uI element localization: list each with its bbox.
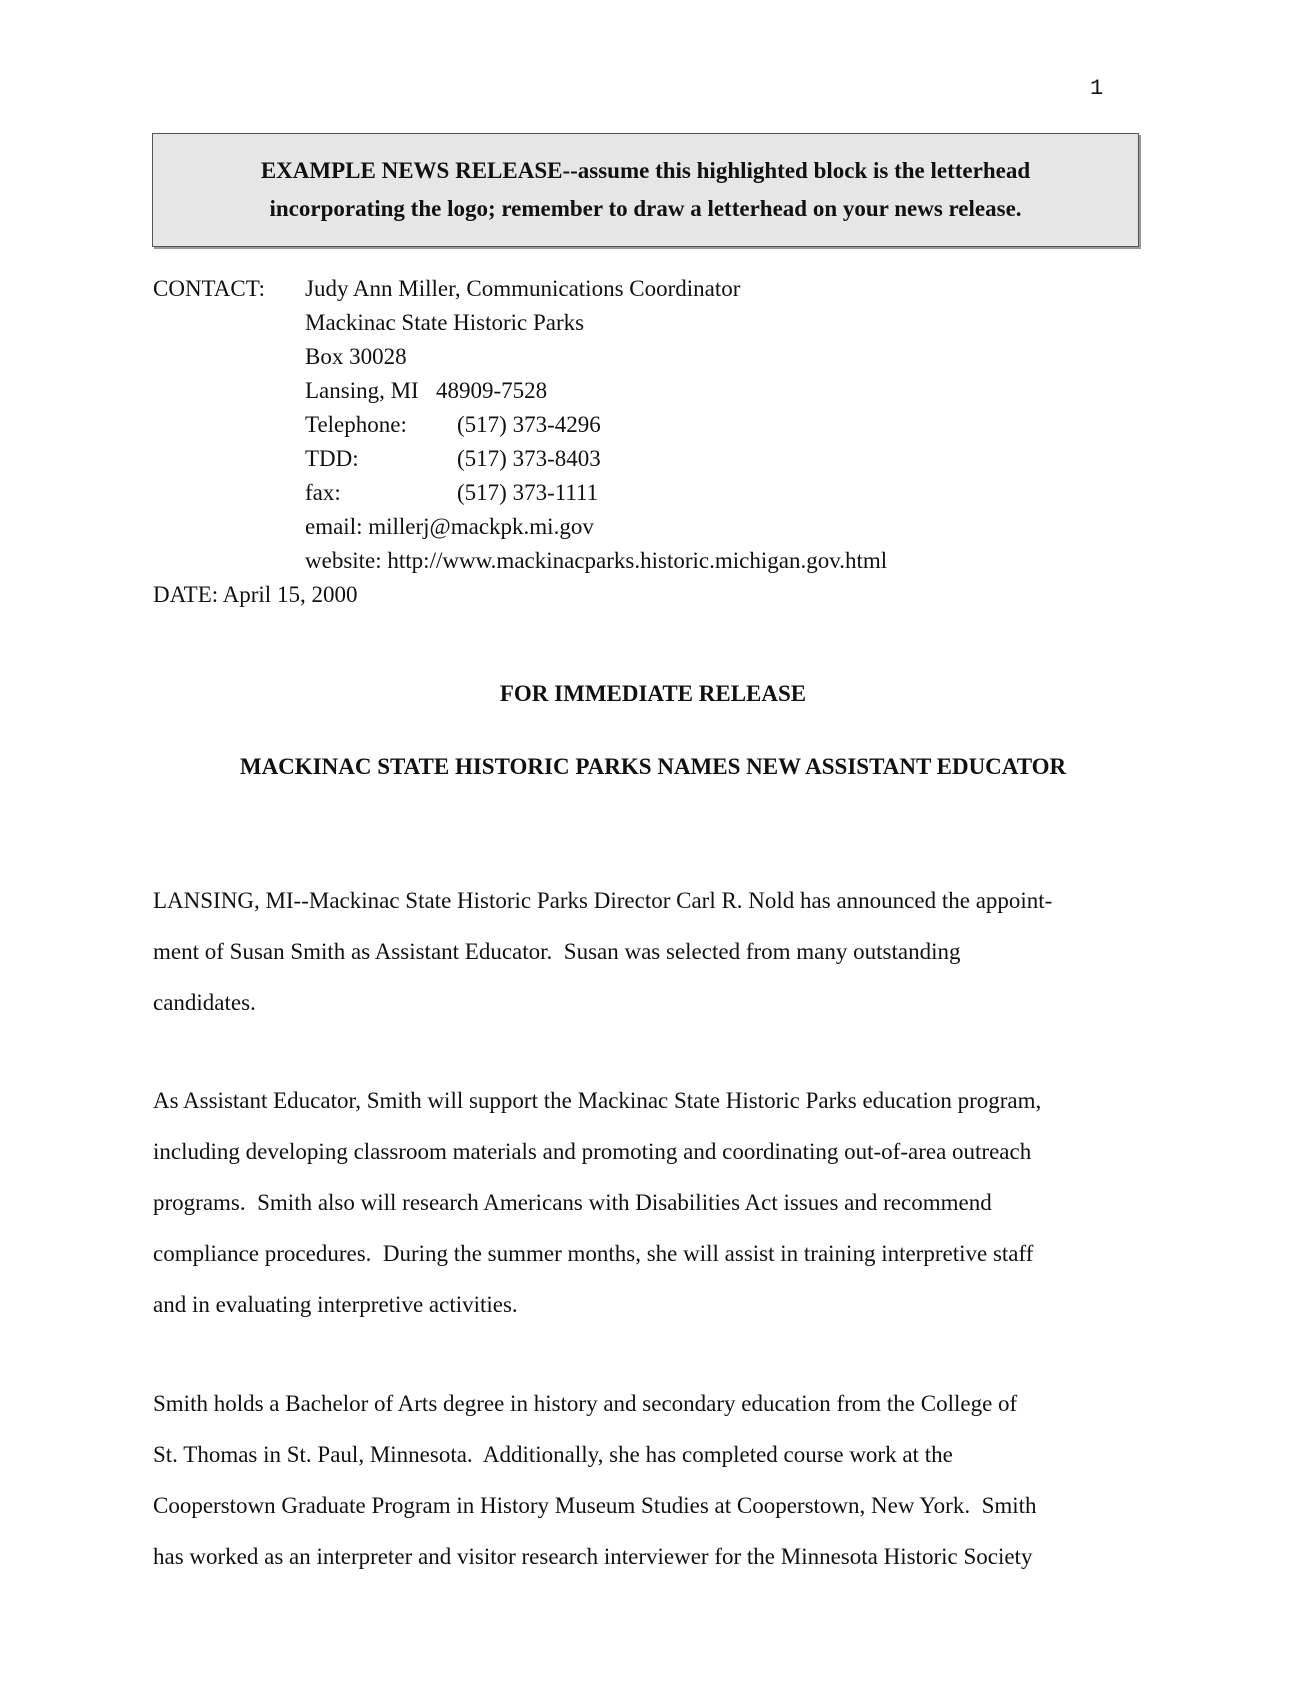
- release-date: DATE: April 15, 2000: [153, 582, 358, 607]
- contact-name: Judy Ann Miller, Communications Coordinator: [305, 276, 741, 301]
- contact-row: [153, 374, 887, 408]
- indent-spacer: [153, 408, 305, 442]
- headline: MACKINAC STATE HISTORIC PARKS NAMES NEW ASSISTANT EDUCATOR: [239, 754, 1067, 779]
- body-line: programs. Smith also will research Americans with Disabilities Act issues and recommend: [153, 1190, 992, 1215]
- fax-number: (517) 373-1111: [457, 480, 599, 505]
- contact-organization: Mackinac State Historic Parks: [305, 310, 585, 335]
- contact-row: [153, 306, 887, 340]
- body-paragraph: [153, 1378, 1153, 1582]
- contact-label: CONTACT:: [153, 276, 266, 301]
- contact-row: [153, 544, 887, 578]
- body-line: compliance procedures. During the summer months, she will assist in training interpretive staff: [153, 1241, 1034, 1266]
- contact-box: Box 30028: [305, 344, 407, 369]
- letterhead-block: [152, 133, 1139, 247]
- body-line: As Assistant Educator, Smith will support the Mackinac State Historic Parks education program,: [153, 1088, 1042, 1113]
- contact-row: [153, 510, 887, 544]
- contact-city: Lansing, MI 48909-7528: [305, 378, 548, 403]
- telephone-number: (517) 373-4296: [457, 412, 601, 437]
- telephone-label: Telephone:: [305, 412, 407, 437]
- letterhead-line: incorporating the logo; remember to draw a letterhead on your news release.: [269, 196, 1022, 221]
- release-heading: FOR IMMEDIATE RELEASE: [499, 681, 807, 706]
- body-line: ment of Susan Smith as Assistant Educator. Susan was selected from many outstanding: [153, 939, 961, 964]
- contact-block: [153, 272, 887, 612]
- body-paragraph: [153, 1075, 1153, 1330]
- tdd-number: (517) 373-8403: [457, 446, 601, 471]
- body-line: Smith holds a Bachelor of Arts degree in history and secondary education from the College of: [153, 1391, 1018, 1416]
- contact-email: email: millerj@mackpk.mi.gov: [305, 514, 594, 539]
- body-line: and in evaluating interpretive activities.: [153, 1292, 518, 1317]
- indent-spacer: [153, 442, 305, 476]
- contact-row: [153, 272, 887, 306]
- indent-spacer: [153, 544, 305, 578]
- contact-row: [153, 476, 887, 510]
- page-number: 1: [1090, 76, 1104, 101]
- indent-spacer: [153, 306, 305, 340]
- letterhead-text: [206, 152, 1086, 228]
- fax-label: fax:: [305, 480, 341, 505]
- indent-spacer: [153, 510, 305, 544]
- body-line: LANSING, MI--Mackinac State Historic Parks Director Carl R. Nold has announced the appoint-: [153, 888, 1053, 913]
- body-line: has worked as an interpreter and visitor research interviewer for the Minnesota Historic Society: [153, 1544, 1033, 1569]
- contact-website: website: http://www.mackinacparks.historic.michigan.gov.html: [305, 548, 888, 573]
- contact-row: [153, 408, 887, 442]
- body-paragraph: [153, 875, 1153, 1028]
- body-line: including developing classroom materials and promoting and coordinating out-of-area outreach: [153, 1139, 1032, 1164]
- tdd-label: TDD:: [305, 446, 359, 471]
- body-line: candidates.: [153, 990, 256, 1015]
- contact-row: [153, 340, 887, 374]
- body-line: St. Thomas in St. Paul, Minnesota. Additionally, she has completed course work at the: [153, 1442, 953, 1467]
- indent-spacer: [153, 340, 305, 374]
- letterhead-line: EXAMPLE NEWS RELEASE--assume this highlighted block is the letterhead: [260, 158, 1031, 183]
- contact-row: [153, 442, 887, 476]
- indent-spacer: [153, 476, 305, 510]
- indent-spacer: [153, 374, 305, 408]
- body-line: Cooperstown Graduate Program in History Museum Studies at Cooperstown, New York. Smith: [153, 1493, 1037, 1518]
